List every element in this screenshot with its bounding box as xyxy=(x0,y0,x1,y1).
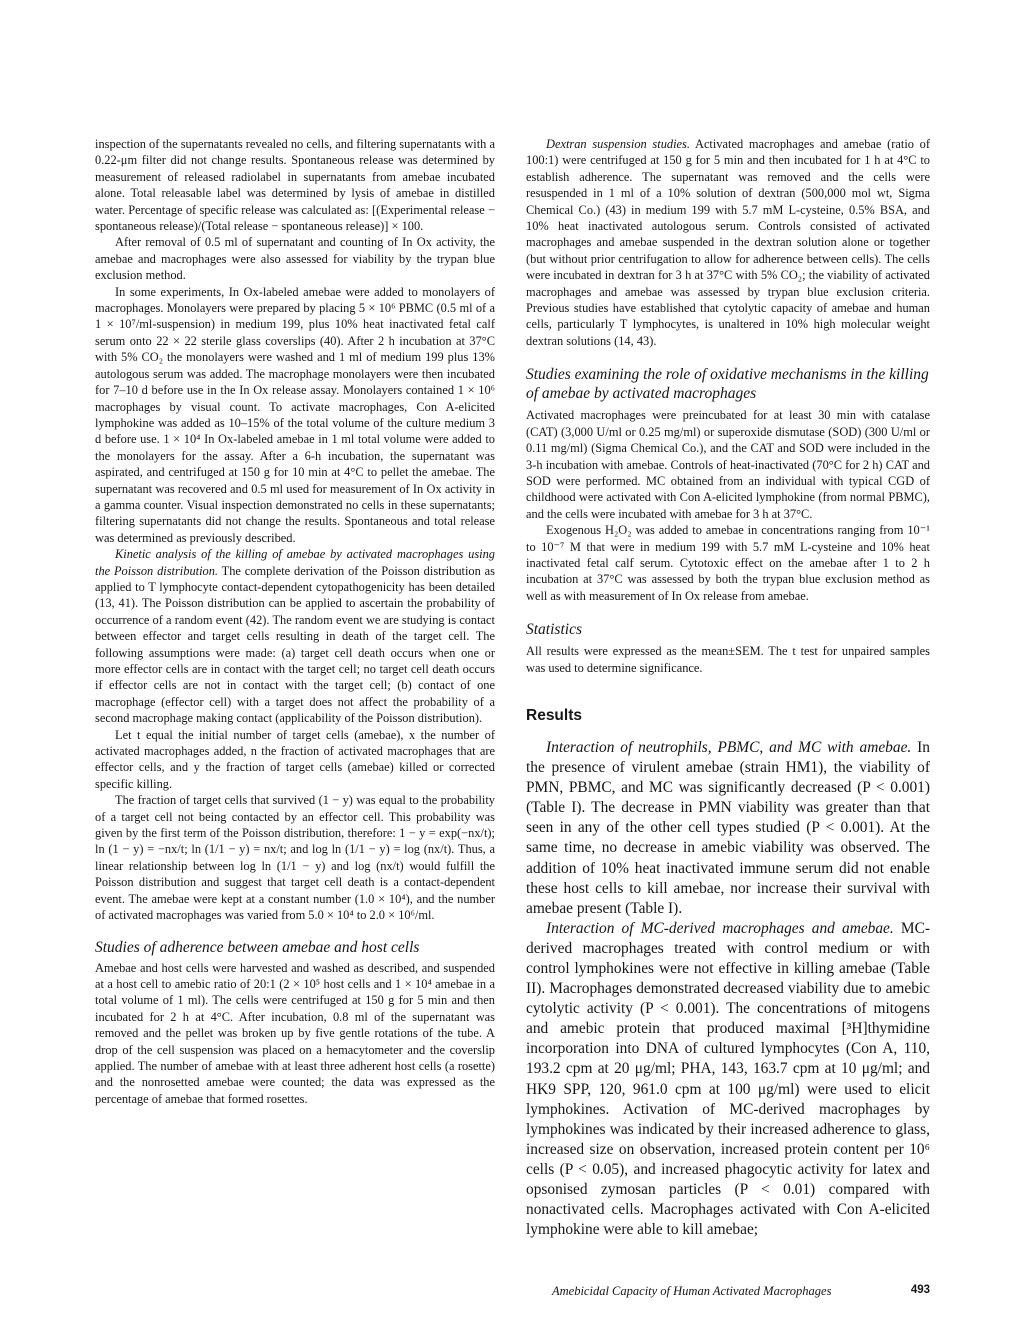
paragraph: Exogenous H₂O₂ was added to amebae in concentrations ranging from 10⁻¹ to 10⁻⁷ M that were in medium 199 with 5.7 mM L-cysteine and 10% heat inactivated fetal calf serum. Cytotoxic effect on the amebae after 1 to 2 h incubation at 37°C was assessed by both the trypan blue exclusion method as well as with measurement of In Ox release from amebae. xyxy=(526,523,930,603)
paragraph: inspection of the supernatants revealed no cells, and filtering supernatants with a 0.22-μm filter did not change results. Spontaneous release was determined by measurement of released radiolabel in supernatants from amebae incubated alone. Total releasable label was determined by lysis of amebae in distilled water. Percentage of specific release was calculated as: [(Experimental release − spontaneous release)/(Total release − spontaneous release)] × 100. xyxy=(95,137,495,234)
paragraph xyxy=(526,136,930,349)
section-heading: Statistics xyxy=(526,621,582,639)
results-heading: Results xyxy=(526,706,582,724)
paragraph-body: The complete derivation of the Poisson distribution as applied to T lymphocyte contact-dependent cytopathogenicity has been detailed (13, 41). The Poisson distribution can be applied to ascertain the probability of occurrence of a random event (42). The random event we are studying is contact between effector and target cells resulting in death of the target cell. The following assumptions were made: (a) target cell death occurs when one or more effector cells are in contact with the target cell; no target cell death occurs if effector cells are not in contact with the target cell; (b) contact of one macrophage (effector cell) with a target does not affect the probability of a second macrophage making contact (applicability of the Poisson distribution). xyxy=(95,563,495,726)
paragraph: In some experiments, In Ox-labeled amebae were added to monolayers of macrophages. Monolayers were prepared by placing 5 × 10⁶ PBMC (0.5 ml of a 1 × 10⁷/ml-suspension) in medium 199, plus 10% heat inactivated fetal calf serum onto 22 × 22 sterile glass coverslips (40). After 2 h incubation at 37°C with 5% CO₂ the monolayers were washed and 1 ml of medium 199 plus 13% autologous serum was added. The macrophage monolayers were then incubated for 7–10 d before use in the In Ox release assay. Monolayers contained 1 × 10⁶ macrophages by visual count. To activate macrophages, Con A-elicited lymphokine was added as 10–15% of the total volume of the culture medium 3 d before use. 1 × 10⁴ In Ox-labeled amebae in 1 ml total volume were added to the monolayers for the assay. After a 6-h incubation, the supernatant was aspirated, and centrifuged at 150 g for 10 min at 4°C to pellet the amebae. The supernatant was recovered and 0.5 ml used for measurement of In Ox activity in a gamma counter. Visual inspection demonstrated no cells in these supernatants; filtering supernatants did not change the results. Spontaneous and total release was determined as previously described. xyxy=(95,284,495,545)
inline-subheading: Dextran suspension studies. xyxy=(546,137,690,151)
right-column xyxy=(526,136,930,1240)
left-column xyxy=(95,136,495,1107)
paragraph: Amebae and host cells were harvested and washed as described, and suspended at a host cell to amebic ratio of 20:1 (2 × 10⁵ host cells and 1 × 10⁴ amebae in a total volume of 1 ml). The cells were centrifuged at 150 g for 5 min and then incubated for 2 h at 4°C. After incubation, 0.8 ml of the supernatant was removed and the pellet was broken up by five gentle rotations of the tube. A drop of the cell suspension was placed on a hemacytometer and the coverslip applied. The number of amebae with at least three adherent host cells (a rosette) and the nonrosetted amebae were counted; the data was expressed as the percentage of amebae that formed rosettes. xyxy=(95,960,495,1106)
paragraph xyxy=(526,738,930,919)
section-heading: Studies examining the role of oxidative mechanisms in the killing of amebae by activated macrophages xyxy=(526,366,929,403)
paragraph xyxy=(526,919,930,1241)
paragraph: The fraction of target cells that survived (1 − y) was equal to the probability of a target cell not being contacted by an effector cell. This probability was given by the first term of the Poisson distribution, therefore: 1 − y = exp(−nx/t); ln (1 − y) = −nx/t; ln (1/1 − y) = nx/t; and log ln (1/1 − y) = log (nx/t). Thus, a linear relationship between log ln (1/1 − y) and log (nx/t) would fulfill the Poisson distribution and suggest that target cell death is a contact-dependent event. The amebae were kept at a constant number (1.0 × 10⁴), and the number of activated macrophages was varied from 5.0 × 10⁴ to 2.0 × 10⁶/ml. xyxy=(95,793,495,923)
paragraph-body: In the presence of virulent amebae (strain HM1), the viability of PMN, PBMC, and MC was significantly decreased (P < 0.001) (Table I). The decrease in PMN viability was greater than that seen in any of the other cell types studied (P < 0.001). At the same time, no decrease in amebic viability was observed. The addition of 10% heat inactivated immune serum did not enable these host cells to kill amebae, nor increase their survival with amebae present (Table I). xyxy=(526,738,930,917)
results-body xyxy=(526,738,930,1240)
paragraph: Let t equal the initial number of target cells (amebae), x the number of activated macrophages added, n the fraction of activated macrophages that are effector cells, and y the fraction of target cells (amebae) killed or corrected specific killing. xyxy=(95,727,495,791)
paragraph: Activated macrophages were preincubated for at least 30 min with catalase (CAT) (3,000 U/ml or 0.25 mg/ml) or superoxide dismutase (SOD) (300 U/ml or 0.11 mg/ml) (Sigma Chemical Co.), and the CAT and SOD were included in the 3-h incubation with amebae. Controls of heat-inactivated (70°C for 2 h) CAT and SOD were performed. MC obtained from an individual with typical CGD of childhood were activated with Con A-elicited lymphokine (from normal PBMC), and the cells were incubated with amebae for 3 h at 37°C. xyxy=(526,408,930,521)
inline-subheading: Interaction of MC-derived macrophages and amebae. xyxy=(546,919,894,937)
inline-subheading: Interaction of neutrophils, PBMC, and MC with amebae. xyxy=(546,738,912,756)
inline-subheading: Kinetic analysis of the killing of amebae by activated macrophages using the Poisson distribution. xyxy=(95,547,495,578)
paragraph: All results were expressed as the mean±SEM. The t test for unpaired samples was used to determine significance. xyxy=(526,644,930,675)
paragraph-body: Activated macrophages and amebae (ratio of 100:1) were centrifuged at 150 g for 5 min and then incubated for 1 h at 4°C to establish adherence. The supernatant was removed and the cells were resuspended in 1 ml of a 10% solution of dextran (500,000 mol wt, Sigma Chemical Co.) (43) in medium 199 with 5.7 mM L-cysteine, 0.5% BSA, and 10% heat inactivated autologous serum. Controls consisted of activated macrophages and amebae suspended in the dextran solution alone or together (but without prior centrifugation to allow for adherence between cells). The cells were incubated in dextran for 3 h at 37°C with 5% CO₂; the viability of activated macrophages and amebae was assessed by trypan blue exclusion criteria. Previous studies have established that cytolytic capacity of amebae and human cells, particularly T lymphocytes, is unaltered in 10% high molecular weight dextran solutions (14, 43). xyxy=(526,137,930,348)
running-title: Amebicidal Capacity of Human Activated Macrophages xyxy=(552,1284,832,1298)
paragraph-body: MC-derived macrophages treated with control medium or with control lymphokines were not effective in killing amebae (Table II). Macrophages demonstrated decreased viability due to amebic cytolytic activity (P < 0.001). The concentrations of mitogens and amebic protein that produced maximal [³H]thymidine incorporation into DNA of cultured lymphocytes (Con A, 110, 193.2 cpm at 20 μg/ml; PHA, 143, 163.7 cpm at 10 μg/ml; and HK9 SPP, 120, 961.0 cpm at 100 μg/ml) were used to elicit lymphokines. Activation of MC-derived macrophages by lymphokines was indicated by their increased adherence to glass, increased size on observation, increased protein content per 10⁶ cells (P < 0.05), and increased phagocytic activity for latex and opsonised zymosan particles (P < 0.01) compared with nonactivated cells. Macrophages activated with Con A-elicited lymphokine were able to kill amebae; xyxy=(526,919,930,1239)
page-number: 493 xyxy=(910,1284,930,1296)
paragraph xyxy=(95,546,495,726)
section-heading: Studies of adherence between amebae and host cells xyxy=(95,938,420,956)
paragraph: After removal of 0.5 ml of supernatant and counting of In Ox activity, the amebae and macrophages were also assessed for viability by the trypan blue exclusion method. xyxy=(95,235,495,283)
